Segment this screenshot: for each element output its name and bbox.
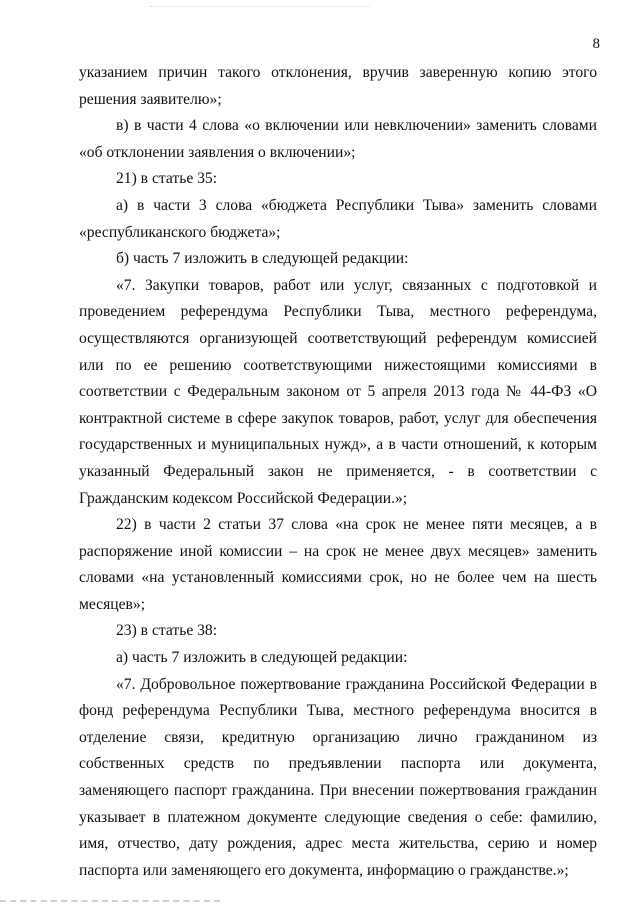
scan-artifact-top (150, 6, 370, 9)
paragraph-amendment-a: а) в части 3 слова «бюджета Республики Тыва» заменить словами «республиканского бюджета»; (79, 196, 597, 241)
paragraph-continuation: указанием причин такого отклонения, вручив заверенную копию этого решения заявителю»; (79, 64, 597, 108)
paragraph-quoted-part-7-procurement: «7. Закупки товаров, работ или услуг, связанных с подготовкой и проведением референдума Республики Тыва, местного референдума, осуществляются организующей соответствующий референдум комиссией или по ее решению соответствующими нижестоящими комиссиями в соответствии с Федеральным законом от 5 апреля 2013 года № 44-ФЗ «О контрактной системе в сфере закупок товаров, работ, услуг для обеспечения государственных и муниципальных нужд», а в части отношений, к которым указанный Федеральный закон не применяется, - в соответствии с Гражданским кодексом Российской Федерации.»; (79, 276, 597, 507)
paragraph-amendment-v: в) в части 4 слова «о включении или невключении» заменить словами «об отклонении заявления о включении»; (79, 117, 597, 161)
document-body (79, 60, 597, 884)
page-number: 8 (592, 36, 600, 52)
scan-artifact-bottom (0, 900, 220, 905)
paragraph-article-37: 22) в части 2 статьи 37 слова «на срок не менее пяти месяцев, а в распоряжение иной комиссии – на срок не менее двух месяцев» заменить словами «на установленный комиссиями срок, но не более чем на шесть месяцев»; (79, 516, 597, 613)
paragraph-amendment-b: б) часть 7 изложить в следующей редакции: (116, 250, 409, 268)
paragraph-amendment-a-38: а) часть 7 изложить в следующей редакции: (116, 649, 408, 667)
paragraph-quoted-part-7-donation: «7. Добровольное пожертвование гражданина Российской Федерации в фонд референдума Республики Тыва, местного референдума вносится в отделение связи, кредитную организацию лично гражданином из собственных средств по предъявлении паспорта или документа, заменяющего паспорт гражданина. При внесении пожертвования гражданин указывает в платежном документе следующие сведения о себе: фамилию, имя, отчество, дату рождения, адрес места жительства, серию и номер паспорта или заменяющего его документа, информацию о гражданстве.»; (79, 675, 597, 879)
paragraph-article-35: 21) в статье 35: (116, 170, 218, 188)
paragraph-article-38: 23) в статье 38: (116, 622, 218, 640)
